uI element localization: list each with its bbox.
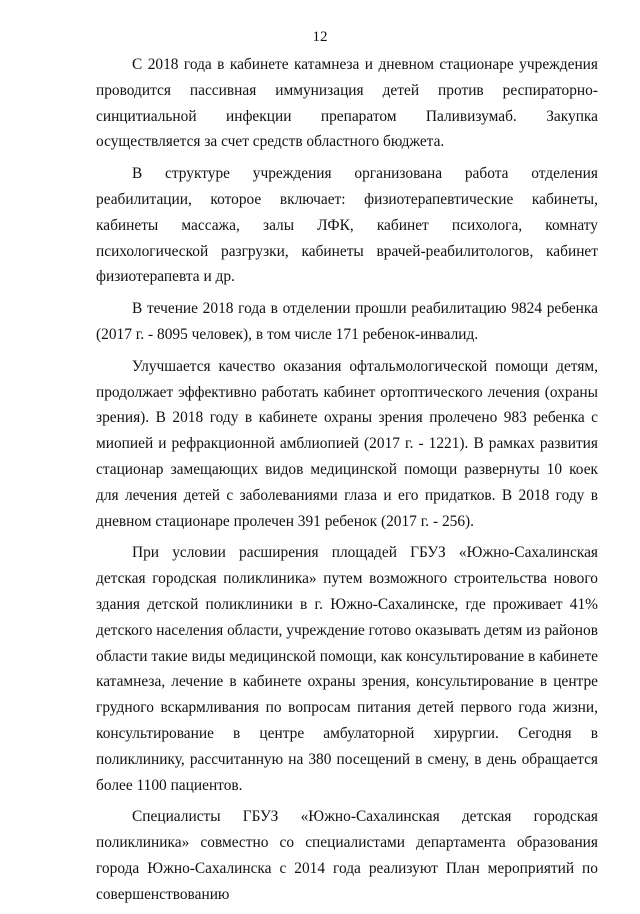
paragraph-rehabilitation-structure: В структуре учреждения организована работа отделения реабилитации, которое включает: физиотерапевтические кабинеты, кабинеты массажа, залы ЛФК, кабинет психолога, комнату психологической разгрузки, кабинеты врачей-реабилитологов, кабинет физиотерапевта и др.	[96, 165, 598, 286]
paragraph-rehabilitation-stats: В течение 2018 года в отделении прошли реабилитацию 9824 ребенка (2017 г. - 8095 человек), в том числе 171 ребенок-инвалид.	[96, 300, 598, 343]
paragraph-expansion: При условии расширения площадей ГБУЗ «Южно-Сахалинская детская городская поликлиника» путем возможного строительства нового здания детской поликлиники в г. Южно-Сахалинске, где проживает 41% детского населения области, учреждение готово оказывать детям из районов области такие виды медицинской помощи, как консультирование в кабинете катамнеза, лечение в кабинете охраны зрения, консультирование в центре грудного вскармливания по вопросам питания детей первого года жизни, консультирование в центре амбулаторной хирургии. Сегодня в поликлинику, рассчитанную на 380 посещений в смену, в день обращается более 1100 пациентов.	[96, 544, 598, 794]
document-body	[96, 52, 598, 914]
paragraph-ophthalmology: Улучшается качество оказания офтальмологической помощи детям, продолжает эффективно работать кабинет ортоптического лечения (охраны зрения). В 2018 году в кабинете охраны зрения пролечено 983 ребенка с миопией и рефракционной амблиопией (2017 г. - 1221). В рамках развития стационар замещающих видов медицинской помощи развернуты 10 коек для лечения детей с заболеваниями глаза и его придатков. В 2018 году в дневном стационаре пролечен 391 ребенок (2017 г. - 256).	[96, 357, 598, 530]
paragraph-immunization: С 2018 года в кабинете катамнеза и дневном стационаре учреждения проводится пассивная иммунизация детей против респираторно-синцитиальной инфекции препаратом Паливизумаб. Закупка осуществляется за счет средств областного бюджета.	[96, 56, 598, 151]
paragraph-specialists: Специалисты ГБУЗ «Южно-Сахалинская детская городская поликлиника» совместно со специалистами департамента образования города Южно-Сахалинска с 2014 года реализуют План мероприятий по совершенствованию	[96, 808, 598, 903]
page-number: 12	[312, 29, 328, 45]
